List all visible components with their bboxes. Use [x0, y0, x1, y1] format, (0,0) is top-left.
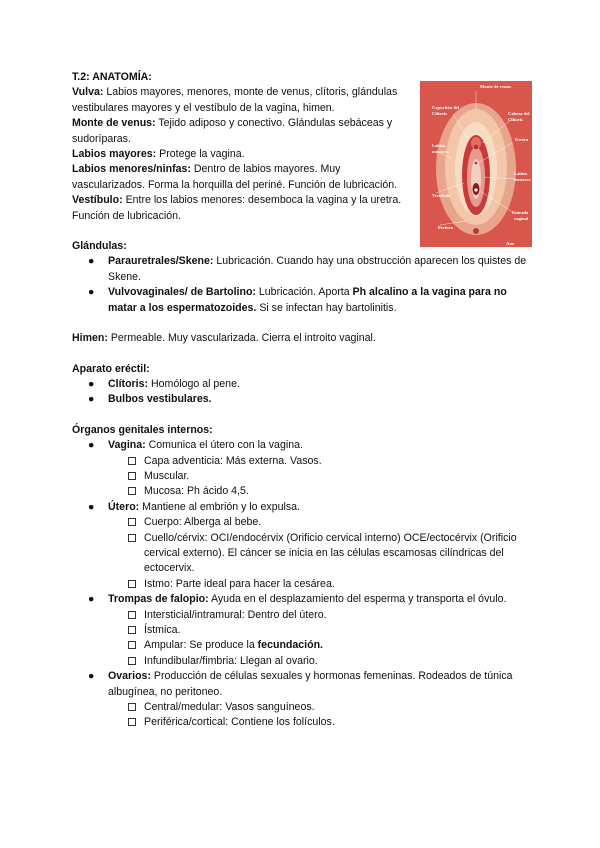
checklist-item[interactable]: Ampular: Se produce la fecundación.	[72, 638, 532, 653]
checklist-item[interactable]: Central/medular: Vasos sanguíneos.	[72, 700, 532, 715]
checkbox[interactable]	[128, 487, 136, 495]
list-item-utero: ● Útero: Mantiene al embrión y lo expulsa.	[88, 500, 300, 513]
intro-vulva: Vulva: Labios mayores, menores, monte de venus, clítoris, glándulas vestibulares mayores y el vestíbulo de la vagina, himen.	[72, 86, 398, 114]
list-item: ● Parauretrales/Skene: Lubricación. Cuando hay una obstrucción aparecen los quistes de Skene.	[88, 255, 527, 283]
label-labios-1: Labios	[432, 143, 446, 148]
checkbox[interactable]	[128, 703, 136, 711]
label-menores: menores	[514, 177, 531, 182]
list-item: ● Clítoris: Homólogo al pene.	[88, 377, 240, 390]
label-cabeza: Cabeza del	[508, 111, 530, 116]
label-entrada: Entrada	[512, 210, 529, 215]
checklist-item[interactable]: Cuello/cérvix: OCI/endocérvix (Orificio cervical interno) OCE/ectocérvix (Orificio cervical externo). El cáncer se inicia en las células escamosas cilíndricas del ectocervix.	[72, 531, 532, 577]
label-mayores: mayores	[432, 149, 449, 154]
intro-labios-mayores: Labios mayores: Protege la vagina.	[72, 148, 245, 161]
label-clitoris-a: Clítoris	[432, 111, 447, 116]
checkbox[interactable]	[128, 626, 136, 634]
label-vaginal: vaginal	[514, 216, 529, 221]
label-labios-2: Labios	[514, 171, 528, 176]
checkbox[interactable]	[128, 534, 136, 542]
checkbox[interactable]	[128, 611, 136, 619]
checklist-item[interactable]: Cuerpo: Alberga al bebe.	[72, 515, 532, 530]
intro-section	[72, 85, 412, 224]
checkbox[interactable]	[128, 657, 136, 665]
checklist-item[interactable]: Capa adventicia: Más externa. Vasos.	[72, 454, 532, 469]
glandulas-heading: Glándulas:	[72, 240, 127, 253]
checklist-item[interactable]: Ístmica.	[72, 623, 532, 638]
list-item-trompas: ● Trompas de falopio: Ayuda en el desplazamiento del esperma y transporta el óvulo.	[88, 593, 507, 606]
intro-monte: Monte de venus: Tejido adiposo y conectivo. Glándulas sebáceas y sudoríparas.	[72, 117, 393, 145]
checkbox[interactable]	[128, 472, 136, 480]
list-item-vagina: ● Vagina: Comunica el útero con la vagina.	[88, 439, 303, 452]
checklist-item[interactable]: Intersticial/intramural: Dentro del útero.	[72, 608, 532, 623]
label-clitoris-b: Clítoris	[508, 117, 523, 122]
list-item-ovarios: ● Ovarios: Producción de células sexuales y hormonas femeninas. Rodeados de túnica albugínea, no peritoneo.	[88, 670, 513, 698]
label-monte: Monte de venus	[480, 84, 511, 89]
intro-labios-menores: Labios menores/ninfas: Dentro de labios mayores. Muy vascularizados. Forma la horquilla del periné. Función de lubricación.	[72, 163, 398, 191]
checkbox[interactable]	[128, 718, 136, 726]
list-item: ● Bulbos vestibulares.	[88, 393, 212, 406]
label-uretra: Uretra	[515, 137, 529, 142]
intro-vestibulo: Vestíbulo: Entre los labios menores: desemboca la vagina y la uretra. Función de lubricación.	[72, 194, 402, 222]
checklist-item[interactable]: Infundibular/fimbria: Llegan al ovario.	[72, 654, 532, 669]
label-perineo: Perineo	[438, 225, 454, 230]
checkbox[interactable]	[128, 457, 136, 465]
label-vestibulo: Vestíbulo	[432, 193, 451, 198]
checklist-item[interactable]: Istmo: Parte ideal para hacer la cesárea.	[72, 577, 532, 592]
checklist-item[interactable]: Mucosa: Ph ácido 4,5.	[72, 484, 532, 499]
checklist-item[interactable]: Periférica/cortical: Contiene los folículos.	[72, 715, 532, 730]
label-ano: Ano	[506, 241, 515, 246]
label-capuchon: Capuchón del	[432, 105, 460, 110]
internos-heading: Órganos genitales internos:	[72, 423, 213, 436]
checkbox[interactable]	[128, 518, 136, 526]
checkbox[interactable]	[128, 580, 136, 588]
page-title: T.2: ANATOMÍA:	[72, 71, 152, 83]
erectil-heading: Aparato eréctil:	[72, 362, 150, 375]
document-body	[72, 70, 532, 731]
checkbox[interactable]	[128, 641, 136, 649]
list-item: ● Vulvovaginales/ de Bartolino: Lubricación. Aporta Ph alcalino a la vagina para no matar a los espermatozoides. Si se infectan hay bartolinitis.	[88, 286, 507, 314]
himen-paragraph: Himen: Permeable. Muy vascularizada. Cierra el introito vaginal.	[72, 332, 376, 345]
checklist-item[interactable]: Muscular.	[72, 469, 532, 484]
